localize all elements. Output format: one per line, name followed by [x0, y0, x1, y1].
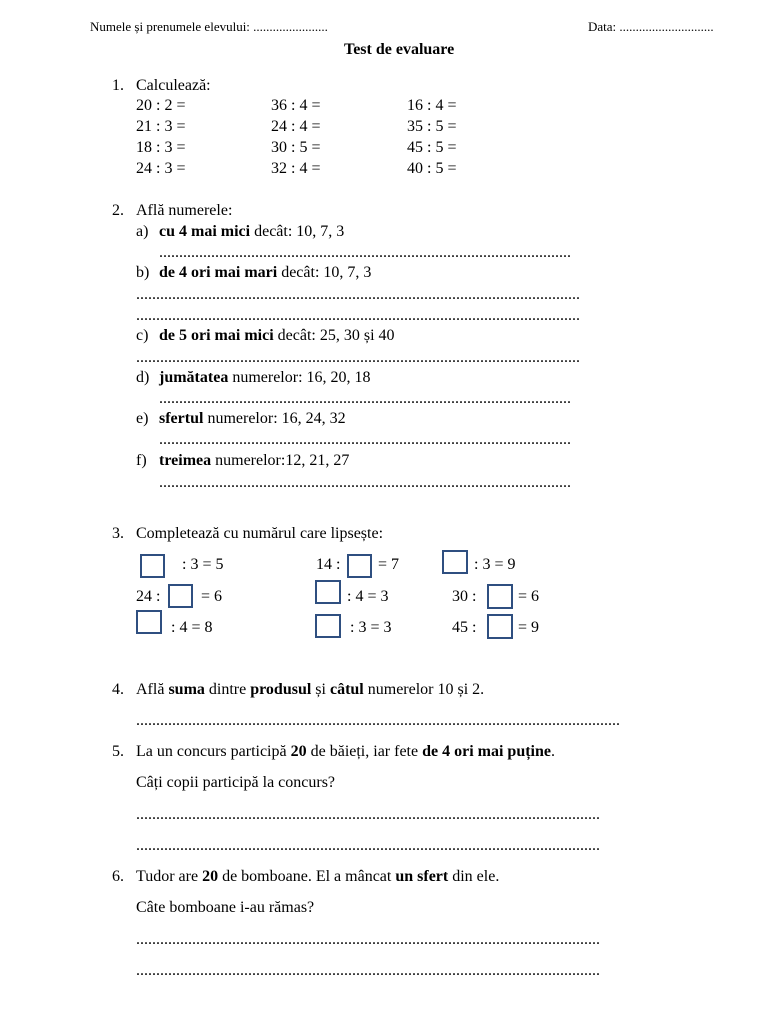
answer-box[interactable]: [487, 584, 513, 609]
student-name-label: Numele și prenumele elevului: .......................: [90, 19, 328, 34]
answer-line[interactable]: .......................................................................................................: [159, 474, 571, 491]
answer-box[interactable]: [487, 614, 513, 639]
exercise: 18 : 3 =: [136, 139, 186, 156]
exercise: 30 : 5 =: [271, 139, 321, 156]
exercise: 16 : 4 =: [407, 97, 457, 114]
equation-text: 14 :: [316, 556, 341, 573]
question-number: 5.: [112, 743, 124, 760]
equation-text: 24 :: [136, 588, 161, 605]
equation-text: : 3 = 9: [474, 556, 516, 573]
answer-line[interactable]: .......................................................................................................: [159, 390, 571, 407]
question-number: 6.: [112, 868, 124, 885]
question-number: 2.: [112, 202, 124, 219]
exercise: 36 : 4 =: [271, 97, 321, 114]
answer-line[interactable]: ....................................................................................................................: [136, 806, 600, 823]
question-text: Completează cu numărul care lipsește:: [136, 525, 384, 542]
answer-line[interactable]: ...............................................................................................................: [136, 349, 580, 366]
item-text: sfertul numerelor: 16, 24, 32: [159, 410, 346, 427]
answer-line[interactable]: ...............................................................................................................: [136, 307, 580, 324]
exercise: 32 : 4 =: [271, 160, 321, 177]
page-title: Test de evaluare: [344, 41, 455, 58]
answer-box[interactable]: [347, 554, 372, 578]
question-number: 3.: [112, 525, 124, 542]
item-letter: a): [136, 223, 149, 240]
equation-text: = 7: [378, 556, 400, 573]
item-letter: c): [136, 327, 149, 344]
equation-text: = 6: [518, 588, 540, 605]
answer-line[interactable]: .......................................................................................................: [159, 431, 571, 448]
item-text: jumătatea numerelor: 16, 20, 18: [159, 369, 371, 386]
item-text: de 5 ori mai mici decât: 25, 30 și 40: [159, 327, 395, 344]
exercise: 20 : 2 =: [136, 97, 186, 114]
question-subtext: Câte bomboane i-au rămas?: [136, 899, 315, 916]
answer-line[interactable]: .......................................................................................................: [159, 244, 571, 261]
equation-text: 30 :: [452, 588, 477, 605]
exercise: 24 : 4 =: [271, 118, 321, 135]
answer-box[interactable]: [315, 614, 341, 638]
question-text: La un concurs participă 20 de băieți, iar fete de 4 ori mai puține.: [136, 743, 555, 760]
question-number: 4.: [112, 681, 124, 698]
equation-text: 45 :: [452, 619, 477, 636]
equation-text: = 9: [518, 619, 540, 636]
answer-line[interactable]: ....................................................................................................................: [136, 962, 600, 979]
item-letter: d): [136, 369, 150, 386]
equation-text: : 4 = 3: [347, 588, 389, 605]
exercise: 40 : 5 =: [407, 160, 457, 177]
answer-box[interactable]: [442, 550, 468, 574]
item-text: treimea numerelor:12, 21, 27: [159, 452, 350, 469]
question-text: Află suma dintre produsul și câtul numerelor 10 și 2.: [136, 681, 485, 698]
question-text: Calculează:: [136, 77, 211, 94]
equation-text: : 4 = 8: [171, 619, 213, 636]
answer-line[interactable]: ....................................................................................................................: [136, 931, 600, 948]
question-text: Tudor are 20 de bomboane. El a mâncat un sfert din ele.: [136, 868, 500, 885]
answer-box[interactable]: [140, 554, 165, 578]
equation-text: : 3 = 3: [350, 619, 392, 636]
equation-text: : 3 = 5: [182, 556, 224, 573]
exercise: 21 : 3 =: [136, 118, 186, 135]
item-letter: e): [136, 410, 149, 427]
item-letter: b): [136, 264, 150, 281]
question-number: 1.: [112, 77, 124, 94]
answer-line[interactable]: ....................................................................................................................: [136, 837, 600, 854]
answer-box[interactable]: [136, 610, 162, 634]
exercise: 45 : 5 =: [407, 139, 457, 156]
date-label: Data: .............................: [588, 19, 714, 34]
exercise: 24 : 3 =: [136, 160, 186, 177]
answer-line[interactable]: ...............................................................................................................: [136, 286, 580, 303]
answer-box[interactable]: [315, 580, 341, 604]
equation-text: = 6: [201, 588, 223, 605]
item-text: cu 4 mai mici decât: 10, 7, 3: [159, 223, 345, 240]
question-text: Află numerele:: [136, 202, 233, 219]
exercise: 35 : 5 =: [407, 118, 457, 135]
answer-box[interactable]: [168, 584, 193, 608]
item-letter: f): [136, 452, 147, 469]
answer-line[interactable]: .........................................................................................................................: [136, 712, 620, 729]
question-subtext: Câți copii participă la concurs?: [136, 774, 336, 791]
item-text: de 4 ori mai mari decât: 10, 7, 3: [159, 264, 372, 281]
